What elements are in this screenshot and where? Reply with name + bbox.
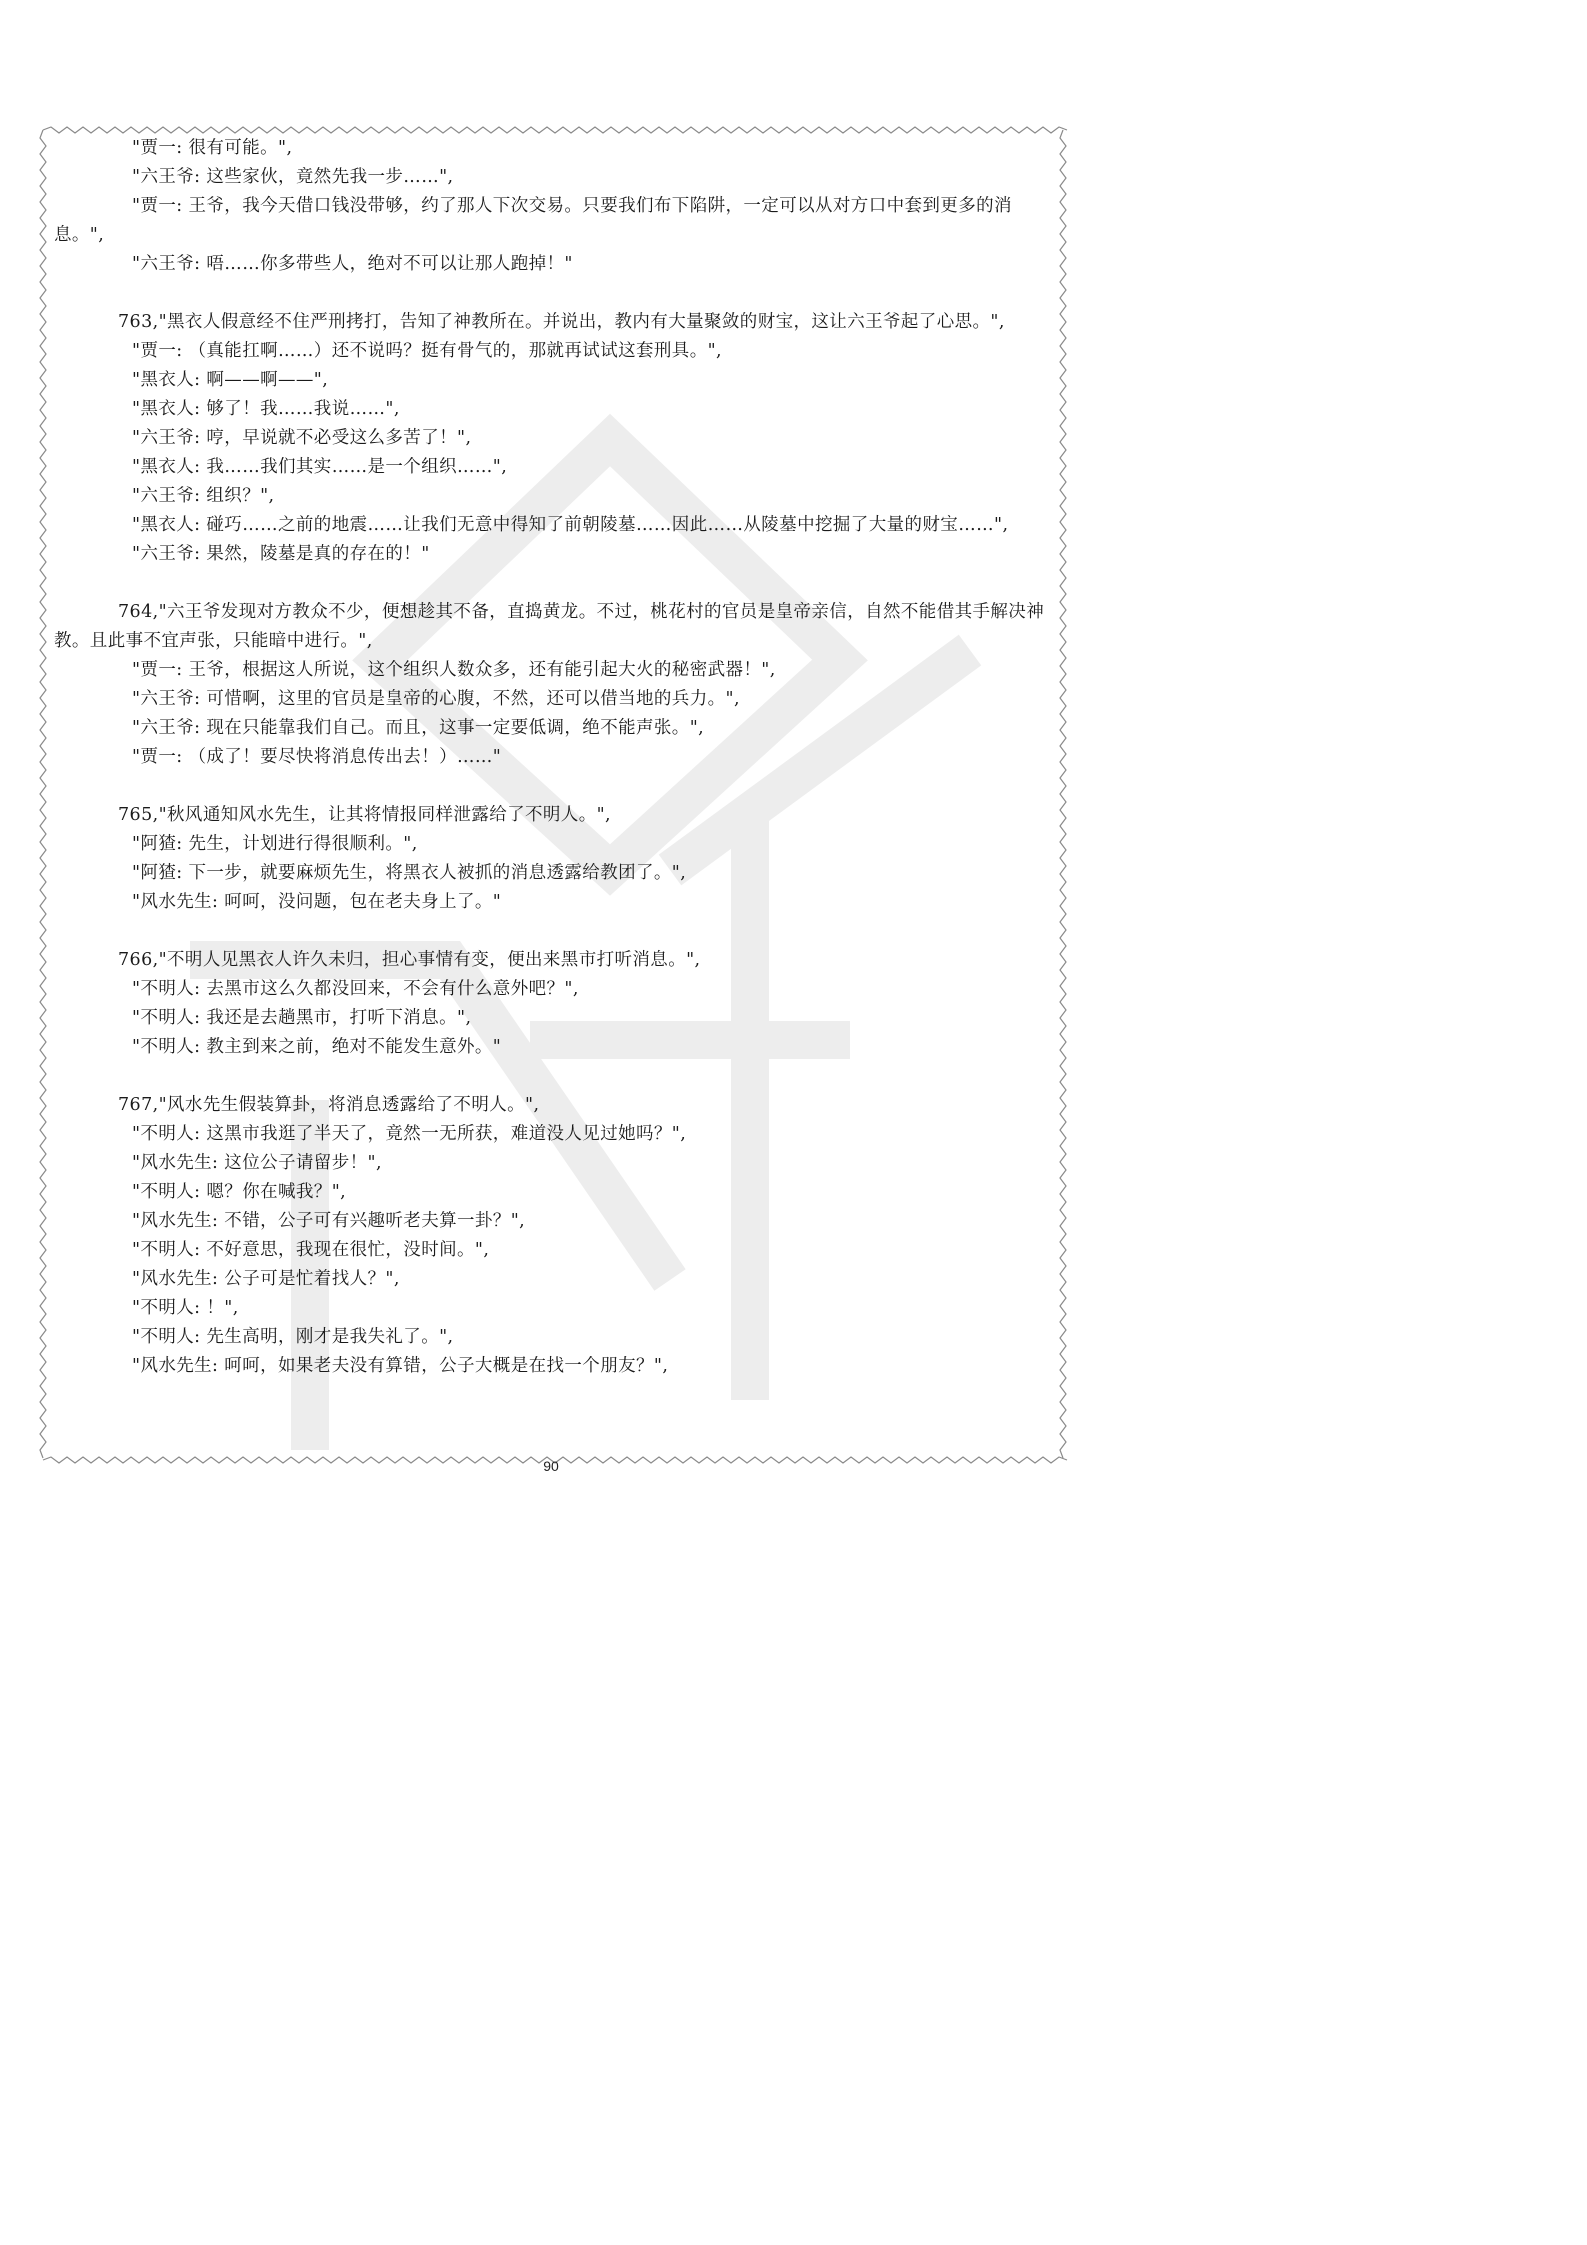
dialogue-line: "贾一: 王爷，根据这人所说，这个组织人数众多，还有能引起大火的秘密武器！", xyxy=(132,660,776,680)
dialogue-line: "阿猹: 下一步，就要麻烦先生，将黑衣人被抓的消息透露给教团了。", xyxy=(132,863,687,883)
dialogue-line: "不明人: 教主到来之前，绝对不能发生意外。" xyxy=(132,1037,502,1057)
dialogue-line: "风水先生: 呵呵，没问题，包在老夫身上了。" xyxy=(132,892,502,912)
dialogue-line: "六王爷: 果然，陵墓是真的存在的！" xyxy=(132,544,430,564)
dialogue-line: "六王爷: 哼，早说就不必受这么多苦了！", xyxy=(132,428,472,448)
dialogue-line: "不明人: ！", xyxy=(132,1298,239,1318)
dialogue-line: "不明人: 我还是去趟黑市，打听下消息。", xyxy=(132,1008,472,1028)
dialogue-line: "不明人: 这黑市我逛了半天了，竟然一无所获，难道没人见过她吗？", xyxy=(132,1124,687,1144)
paragraph-gap xyxy=(54,917,1058,946)
dialogue-line: "不明人: 嗯？你在喊我？", xyxy=(132,1182,347,1202)
dialogue-line: "贾一: 很有可能。", xyxy=(132,138,293,158)
scene-heading: 766,"不明人见黑衣人许久未归，担心事情有变，便出来黑市打听消息。", xyxy=(118,950,701,970)
dialogue-line: "不明人: 去黑市这么久都没回来，不会有什么意外吧？", xyxy=(132,979,579,999)
dialogue-line: "不明人: 不好意思，我现在很忙，没时间。", xyxy=(132,1240,490,1260)
dialogue-line: "黑衣人: 啊——啊——", xyxy=(132,370,329,390)
dialogue-line: "贾一: 王爷，我今天借口钱没带够，约了那人下次交易。只要我们布下陷阱，一定可以从对方口中套到更多的消息。", xyxy=(54,196,1012,245)
dialogue-line: "黑衣人: 我……我们其实……是一个组织……", xyxy=(132,457,508,477)
paragraph-gap xyxy=(54,569,1058,598)
paragraph-gap xyxy=(54,279,1058,308)
page-number: 90 xyxy=(543,1458,559,1474)
dialogue-line: "风水先生: 呵呵，如果老夫没有算错，公子大概是在找一个朋友？", xyxy=(132,1356,669,1376)
dialogue-line: "六王爷: 唔……你多带些人，绝对不可以让那人跑掉！" xyxy=(132,254,573,274)
scene-heading: 767,"风水先生假装算卦，将消息透露给了不明人。", xyxy=(118,1095,540,1115)
scene-heading: 764,"六王爷发现对方教众不少，便想趁其不备，直捣黄龙。不过，桃花村的官员是皇帝亲信，自然不能借其手解决神教。且此事不宜声张，只能暗中进行。", xyxy=(54,602,1045,651)
dialogue-line: "不明人: 先生高明，刚才是我失礼了。", xyxy=(132,1327,454,1347)
dialogue-line: "六王爷: 这些家伙，竟然先我一步……", xyxy=(132,167,454,187)
scene-heading: 765,"秋风通知风水先生，让其将情报同样泄露给了不明人。", xyxy=(118,805,612,825)
dialogue-line: "贾一: （成了！要尽快将消息传出去！）……" xyxy=(132,747,502,767)
dialogue-line: "风水先生: 公子可是忙着找人？", xyxy=(132,1269,400,1289)
dialogue-line: "六王爷: 现在只能靠我们自己。而且，这事一定要低调，绝不能声张。", xyxy=(132,718,705,738)
border-edge xyxy=(43,127,1067,133)
border-edge xyxy=(40,130,46,1458)
border-edge xyxy=(1060,130,1066,1458)
paragraph-gap xyxy=(54,1062,1058,1091)
dialogue-line: "风水先生: 这位公子请留步！", xyxy=(132,1153,382,1173)
dialogue-line: "黑衣人: 碰巧……之前的地震……让我们无意中得知了前朝陵墓……因此……从陵墓中挖掘了大量的财宝……", xyxy=(132,515,1009,535)
dialogue-line: "黑衣人: 够了！我……我说……", xyxy=(132,399,400,419)
dialogue-line: "风水先生: 不错，公子可有兴趣听老夫算一卦？", xyxy=(132,1211,526,1231)
scene-heading: 763,"黑衣人假意经不住严刑拷打，告知了神教所在。并说出，教内有大量聚敛的财宝，这让六王爷起了心思。", xyxy=(118,312,1005,332)
paragraph-gap xyxy=(54,772,1058,801)
dialogue-line: "六王爷: 组织？", xyxy=(132,486,275,506)
dialogue-line: "六王爷: 可惜啊，这里的官员是皇帝的心腹，不然，还可以借当地的兵力。", xyxy=(132,689,740,709)
dialogue-line: "阿猹: 先生，计划进行得很顺利。", xyxy=(132,834,418,854)
dialogue-line: "贾一: （真能扛啊……）还不说吗？挺有骨气的，那就再试试这套刑具。", xyxy=(132,341,723,361)
document-body xyxy=(54,134,1058,1381)
